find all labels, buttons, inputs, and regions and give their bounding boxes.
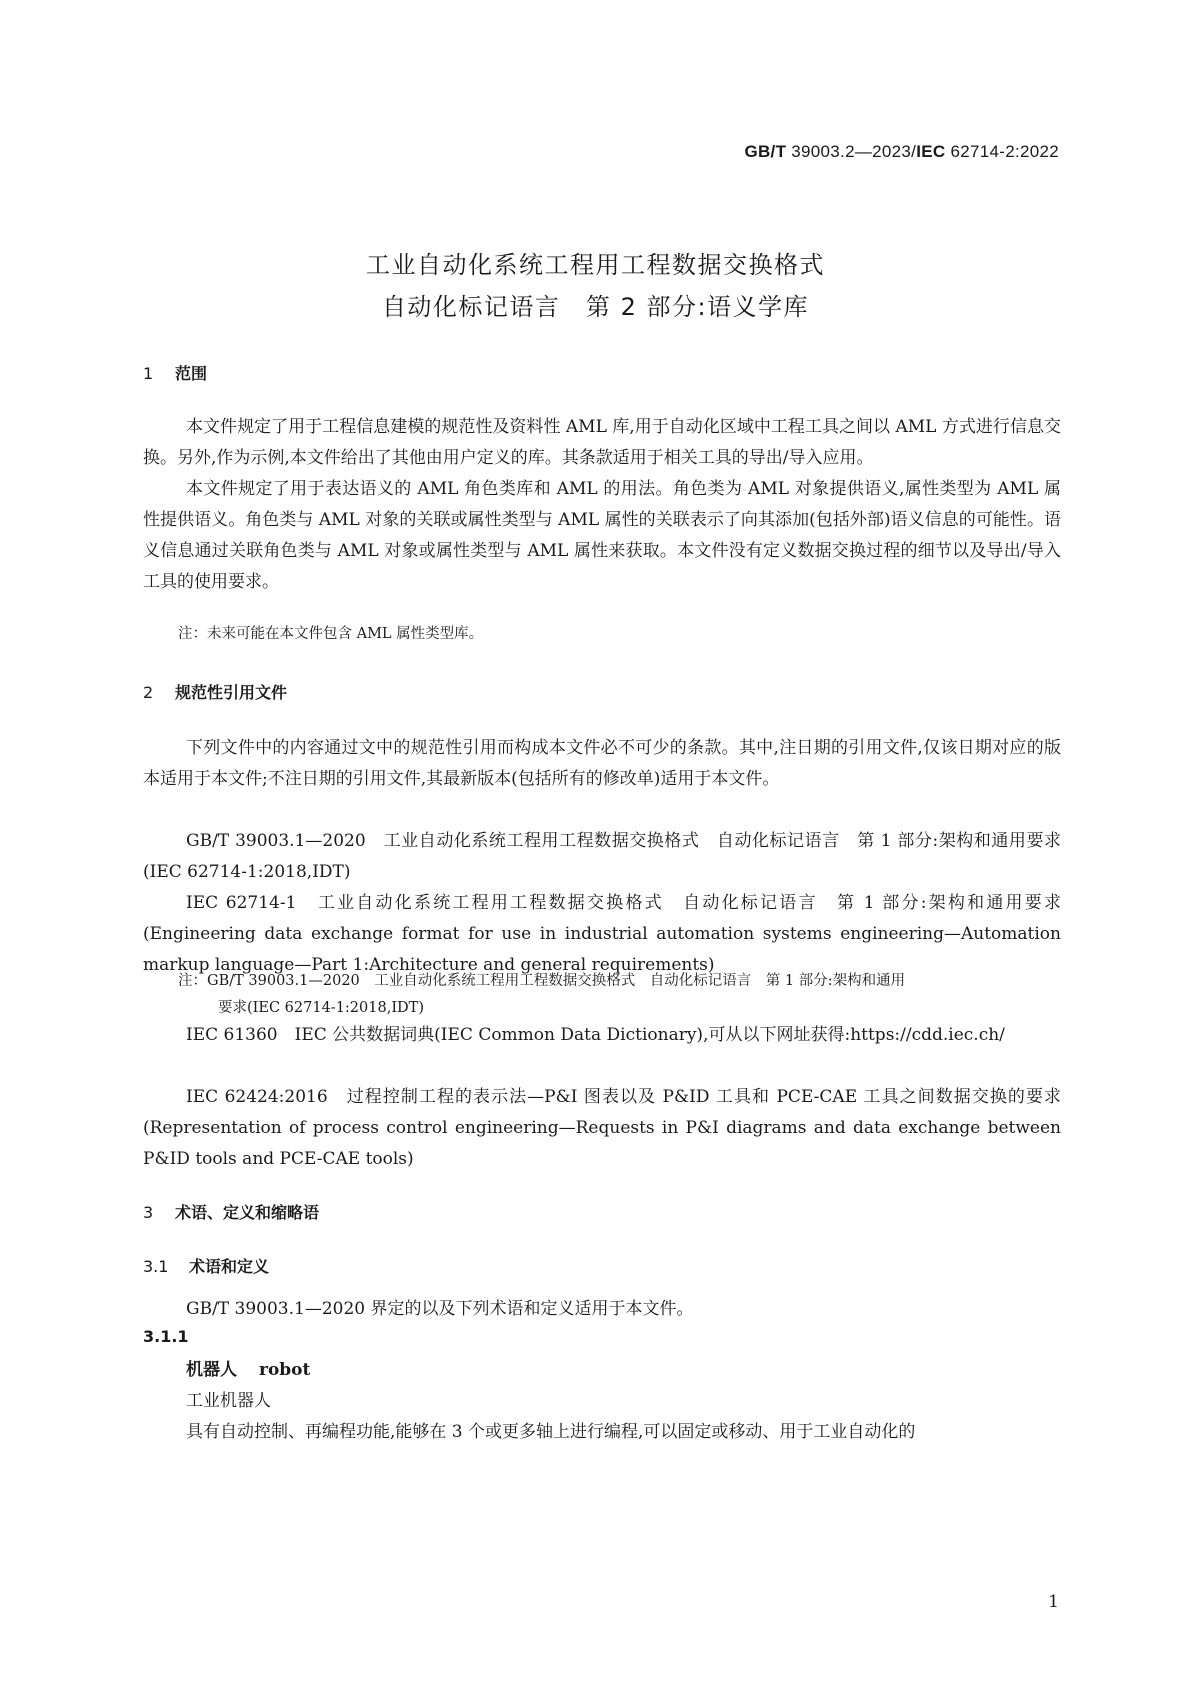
normative-reference: IEC 61360 IEC 公共数据词典(IEC Common Data Dictionary),可从以下网址获得:https://cdd.iec.ch/: [186, 1025, 1005, 1045]
term-synonym: 工业机器人: [186, 1391, 271, 1411]
section-number: 1: [143, 364, 154, 383]
paragraph: 下列文件中的内容通过文中的规范性引用而构成本文件必不可少的条款。其中,注日期的引用文件,仅该日期对应的版本适用于本文件;不注日期的引用文件,其最新版本(包括所有的修改单)适用于本文件。: [143, 738, 1061, 789]
page-number: 1: [1048, 1592, 1059, 1612]
section-1-note: 注：未来可能在本文件包含 AML 属性类型库。: [178, 626, 484, 642]
title-line-1: 工业自动化系统工程用工程数据交换格式: [366, 251, 825, 279]
doc-id-number: 39003.2—2023/: [786, 142, 917, 161]
title-line-2: 自动化标记语言 第 2 部分:语义学库: [381, 293, 810, 321]
term-english: robot: [259, 1360, 311, 1380]
doc-id-iec: IEC: [916, 142, 946, 161]
note-line: 要求(IEC 62714-1:2018,IDT): [218, 1000, 425, 1016]
reference-note: [178, 968, 1061, 1022]
paragraph: 本文件规定了用于表达语义的 AML 角色类库和 AML 的用法。角色类为 AML 对象提供语义,属性类型为 AML 属性提供语义。角色类与 AML 对象的关联或属性类型与 AML 属性的关联表示了向其添加(包括外部)语义信息的可能性。语义信息通过关联角色类与 AML 对象或属性类型与 AML 属性来获取。本文件没有定义数据交换过程的细节以及导出/导入工具的使用要求。: [143, 479, 1061, 592]
normative-reference: GB/T 39003.1—2020 工业自动化系统工程用工程数据交换格式 自动化标记语言 第 1 部分:架构和通用要求(IEC 62714-1:2018,IDT): [143, 831, 1061, 882]
normative-reference: IEC 62424:2016 过程控制工程的表示法—P&I 图表以及 P&ID 工具和 PCE-CAE 工具之间数据交换的要求(Representation of process control engineering—Requests in P&I diagrams and data exchange between P&ID tools and PCE-CAE tools): [143, 1087, 1061, 1169]
section-number: 2: [143, 683, 154, 702]
section-title: 术语、定义和缩略语: [175, 1203, 320, 1222]
section-title: 范围: [175, 364, 208, 383]
subsection-number: 3.1: [143, 1257, 169, 1276]
doc-id-prefix: GB/T: [744, 142, 787, 161]
section-1-body: [143, 412, 1061, 598]
subsection-title: 术语和定义: [189, 1257, 270, 1276]
paragraph: 本文件规定了用于工程信息建模的规范性及资料性 AML 库,用于自动化区域中工程工具之间以 AML 方式进行信息交换。另外,作为示例,本文件给出了其他由用户定义的库。其条款适用于相关工具的导出/导入应用。: [143, 417, 1061, 468]
section-title: 规范性引用文件: [175, 683, 288, 702]
note-line: 注：GB/T 39003.1—2020 工业自动化系统工程用工程数据交换格式 自动化标记语言 第 1 部分:架构和通用: [178, 973, 906, 989]
document-identifier: [744, 142, 1059, 162]
term-name: [186, 1355, 310, 1380]
section-1-heading: [143, 361, 207, 384]
normative-reference: IEC 62714-1 工业自动化系统工程用工程数据交换格式 自动化标记语言 第 1 部分:架构和通用要求(Engineering data exchange format for use in industrial automation systems engineering—Automation markup language—Part 1:Architecture and general requirements): [143, 893, 1061, 975]
term-definition: 具有自动控制、再编程功能,能够在 3 个或更多轴上进行编程,可以固定或移动、用于工业自动化的: [186, 1422, 916, 1442]
section-3-heading: [143, 1200, 319, 1223]
section-2-intro: [143, 733, 1061, 795]
subsection-intro: GB/T 39003.1—2020 界定的以及下列术语和定义适用于本文件。: [186, 1299, 694, 1319]
subsection-3-1-heading: [143, 1254, 269, 1277]
section-2-heading: [143, 680, 287, 703]
term-chinese: 机器人: [186, 1360, 237, 1380]
section-number: 3: [143, 1203, 154, 1222]
doc-id-iec-number: 62714-2:2022: [945, 142, 1059, 161]
term-number: 3.1.1: [143, 1327, 189, 1346]
